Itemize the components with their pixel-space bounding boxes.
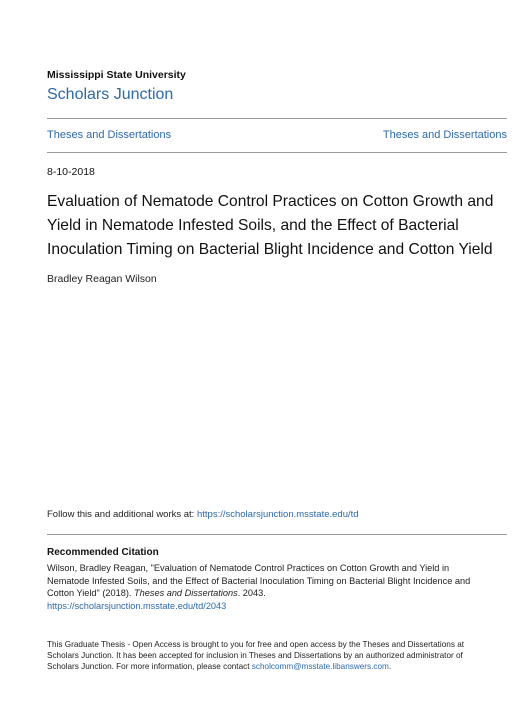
title-line-3: Inoculation Timing on Bacterial Blight Incidence and Cotton Yield bbox=[47, 241, 493, 258]
divider-top bbox=[47, 118, 507, 119]
title-line-2: Yield in Nematode Infested Soils, and the Effect of Bacterial bbox=[47, 217, 459, 234]
notice-line-3-prefix: Scholars Junction. For more information, please contact bbox=[47, 662, 252, 672]
notice-line-3-suffix: . bbox=[388, 662, 392, 672]
citation-line-1: Wilson, Bradley Reagan, "Evaluation of Nematode Control Practices on Cotton Growth and Yield in bbox=[47, 563, 450, 573]
notice-line-2: Scholars Junction. It has been accepted for inclusion in Theses and Dissertations by an authorized administrator of bbox=[47, 651, 463, 661]
divider-citation bbox=[47, 534, 507, 535]
citation-block bbox=[47, 562, 517, 612]
divider-second bbox=[47, 152, 507, 153]
institution-name: Mississippi State University bbox=[47, 69, 186, 81]
author-name: Bradley Reagan Wilson bbox=[47, 273, 157, 285]
site-name-link[interactable]: Scholars Junction bbox=[47, 86, 174, 103]
access-notice bbox=[47, 639, 517, 673]
citation-line-3 bbox=[47, 587, 517, 600]
citation-heading: Recommended Citation bbox=[47, 547, 159, 558]
citation-line-2: Nematode Infested Soils, and the Effect of Bacterial Inoculation Timing on Bacterial Blight Incidence and bbox=[47, 575, 471, 586]
follow-link[interactable]: https://scholarsjunction.msstate.edu/td bbox=[196, 509, 359, 520]
notice-line-1: This Graduate Thesis - Open Access is brought to you for free and open access by the Theses and Dissertations at bbox=[47, 640, 465, 649]
title-line-1: Evaluation of Nematode Control Practices on Cotton Growth and bbox=[47, 193, 494, 210]
follow-text: Follow this and additional works at: bbox=[47, 509, 197, 520]
document-title bbox=[47, 190, 507, 262]
citation-link[interactable]: https://scholarsjunction.msstate.edu/td/2043 bbox=[47, 600, 227, 611]
collection-link-left[interactable]: Theses and Dissertations bbox=[47, 129, 172, 141]
collection-link-right[interactable]: Theses and Dissertations bbox=[382, 129, 507, 141]
citation-link-line bbox=[47, 600, 517, 613]
notice-line-3 bbox=[47, 661, 517, 672]
follow-line bbox=[47, 509, 359, 520]
contact-email-link[interactable]: scholcomm@msstate.libanswers.com bbox=[251, 662, 389, 672]
citation-line-3-prefix: Cotton Yield" (2018). bbox=[47, 588, 135, 599]
publication-date: 8-10-2018 bbox=[47, 166, 95, 178]
citation-series: Theses and Dissertations bbox=[134, 588, 238, 599]
citation-line-3-suffix: . 2043. bbox=[237, 588, 266, 599]
